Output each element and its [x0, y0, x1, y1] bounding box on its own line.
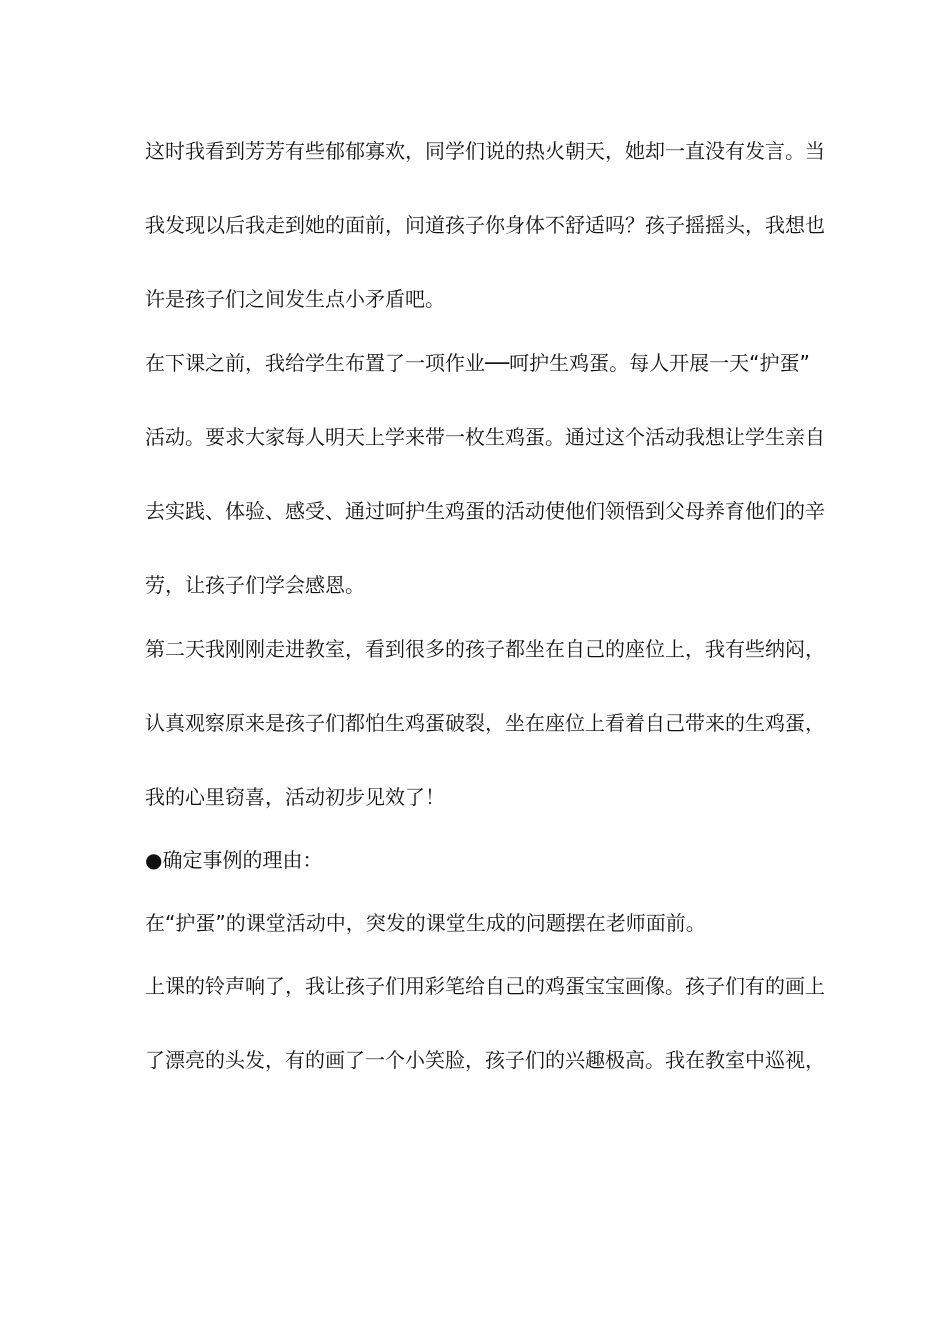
- paragraph-line: 我的心里窃喜，活动初步见效了！: [145, 785, 445, 809]
- paragraph-line: 第二天我刚刚走进教室，看到很多的孩子都坐在自己的座位上，我有些纳闷，: [145, 637, 825, 661]
- paragraph-line: 了漂亮的头发，有的画了一个小笑脸，孩子们的兴趣极高。我在教室中巡视，: [145, 1048, 825, 1072]
- paragraph-line: 在下课之前，我给学生布置了一项作业──呵护生鸡蛋。每人开展一天“护蛋”: [145, 351, 810, 375]
- paragraph-line: 我发现以后我走到她的面前，问道孩子你身体不舒适吗？孩子摇摇头，我想也: [145, 213, 825, 237]
- section-heading: ●确定事例的理由：: [145, 848, 323, 872]
- paragraph-line: 去实践、体验、感受、通过呵护生鸡蛋的活动使他们领悟到父母养育他们的辛: [145, 499, 825, 523]
- paragraph-line: 上课的铃声响了，我让孩子们用彩笔给自己的鸡蛋宝宝画像。孩子们有的画上: [145, 974, 825, 998]
- paragraph-line: 认真观察原来是孩子们都怕生鸡蛋破裂，坐在座位上看着自己带来的生鸡蛋，: [145, 711, 825, 735]
- paragraph-line: 在“护蛋”的课堂活动中，突发的课堂生成的问题摆在老师面前。: [145, 911, 706, 935]
- paragraph-line: 劳，让孩子们学会感恩。: [145, 573, 365, 597]
- paragraph-line: 许是孩子们之间发生点小矛盾吧。: [145, 287, 445, 311]
- paragraph-line: 活动。要求大家每人明天上学来带一枚生鸡蛋。通过这个活动我想让学生亲自: [145, 425, 825, 449]
- paragraph-line: 这时我看到芳芳有些郁郁寡欢，同学们说的热火朝天，她却一直没有发言。当: [145, 139, 825, 163]
